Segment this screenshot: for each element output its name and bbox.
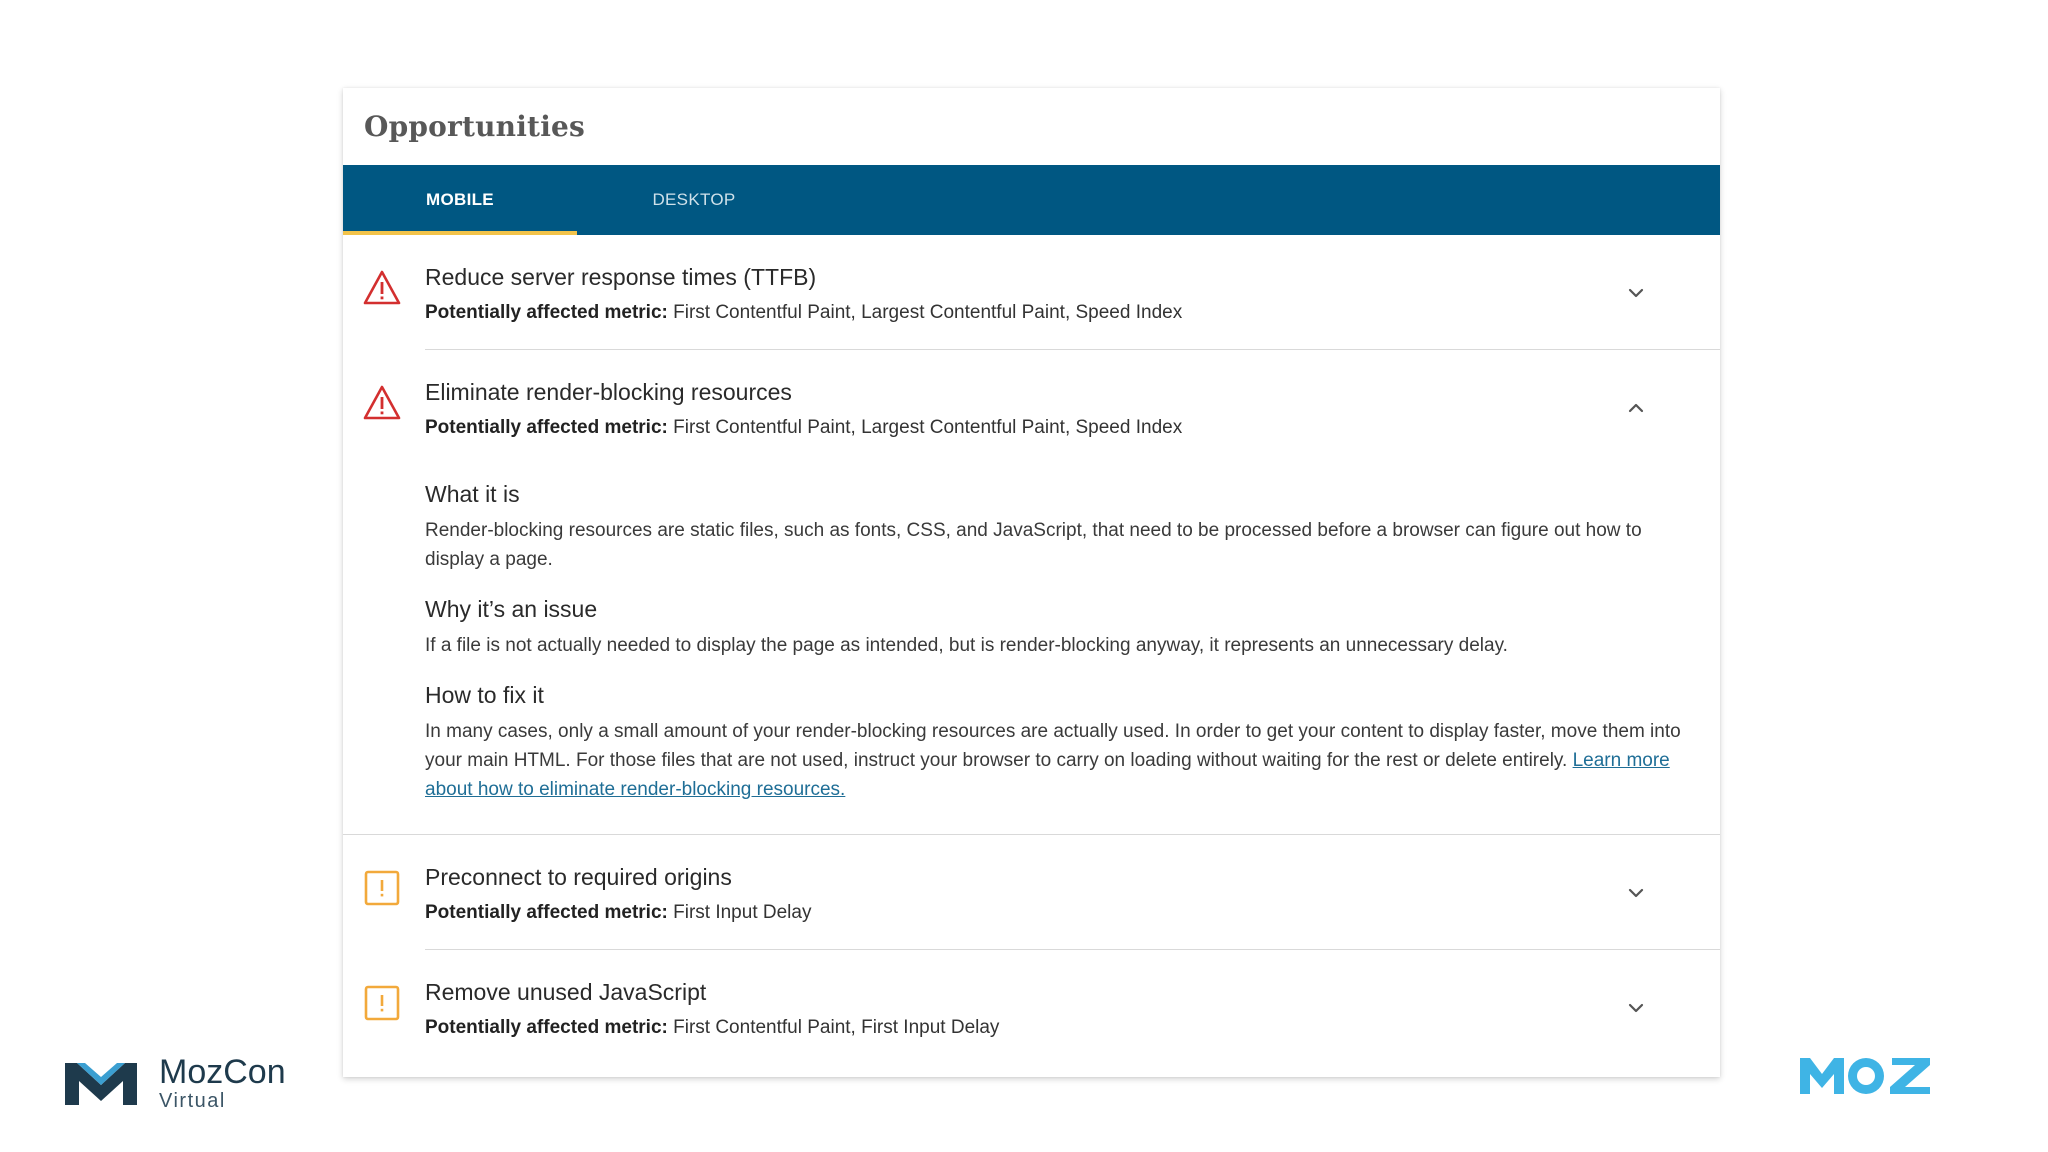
mozcon-name: MozCon [159, 1053, 286, 1091]
detail-how [425, 682, 1688, 804]
metric-label: Potentially affected metric: [425, 1017, 668, 1038]
chevron-up-icon[interactable] [1625, 398, 1647, 418]
mozcon-virtual-logo [63, 1055, 286, 1111]
opportunity-metric [425, 302, 1182, 324]
opportunity-title: Remove unused JavaScript [425, 979, 707, 1005]
detail-heading: Why it’s an issue [425, 596, 598, 622]
metric-label: Potentially affected metric: [425, 302, 668, 323]
opportunities-card [343, 88, 1720, 1077]
opportunity-metric [425, 1017, 999, 1039]
chevron-down-icon[interactable] [1625, 998, 1647, 1018]
learn-more-link[interactable]: Learn more about how to eliminate render-blocking resources. [425, 750, 1670, 800]
detail-text: If a file is not actually needed to display the page as intended, but is render-blocking anyway, it represents an unnecessary delay. [425, 635, 1508, 656]
metric-label: Potentially affected metric: [425, 902, 668, 923]
opportunity-row [343, 950, 1720, 1065]
chevron-down-icon[interactable] [1625, 283, 1647, 303]
opportunity-header-preconnect[interactable] [343, 835, 1720, 950]
card-title: Opportunities [364, 110, 586, 143]
chevron-down-icon[interactable] [1625, 883, 1647, 903]
detail-why [425, 596, 1688, 660]
moz-logo [1800, 1056, 1932, 1096]
detail-heading: How to fix it [425, 682, 544, 708]
metric-value: First Input Delay [673, 902, 812, 923]
metric-value: First Contentful Paint, Largest Contentful Paint, Speed Index [673, 417, 1183, 438]
mozcon-m-icon [63, 1059, 139, 1107]
detail-text: In many cases, only a small amount of your render-blocking resources are actually used. In order to get your content to display faster, move them into your main HTML. For those files that are not used, instruct your browser to carry on loading without waiting for the rest or delete entirely. [425, 721, 1681, 771]
detail-what [425, 481, 1688, 574]
warning-square-icon [363, 869, 401, 907]
opportunity-header-render-blocking[interactable] [343, 350, 1720, 465]
opportunity-metric [425, 902, 811, 924]
mozcon-sub: Virtual [159, 1090, 226, 1112]
error-triangle-icon [363, 384, 401, 422]
tab-desktop[interactable]: DESKTOP [652, 190, 736, 209]
opportunity-metric [425, 417, 1182, 439]
tab-bar [343, 165, 1720, 235]
metric-value: First Contentful Paint, Largest Contentful Paint, Speed Index [673, 302, 1183, 323]
opportunity-title: Preconnect to required origins [425, 864, 732, 890]
card-header [343, 88, 1720, 165]
opportunity-header-unused-js[interactable] [343, 950, 1720, 1065]
opportunity-header-ttfb[interactable] [343, 235, 1720, 350]
opportunity-row [343, 835, 1720, 950]
detail-text-with-link [425, 717, 1688, 804]
opportunity-row-expanded [343, 350, 1720, 835]
detail-text: Render-blocking resources are static files, such as fonts, CSS, and JavaScript, that need to be processed before a browser can figure out how to display a page. [425, 520, 1642, 570]
mozcon-wordmark [159, 1055, 286, 1111]
opportunity-details [343, 481, 1720, 834]
opportunity-title: Reduce server response times (TTFB) [425, 264, 817, 290]
detail-heading: What it is [425, 481, 520, 507]
error-triangle-icon [363, 269, 401, 307]
metric-value: First Contentful Paint, First Input Delay [673, 1017, 1000, 1038]
warning-square-icon [363, 984, 401, 1022]
metric-label: Potentially affected metric: [425, 417, 668, 438]
opportunity-title: Eliminate render-blocking resources [425, 379, 792, 405]
tab-mobile[interactable]: MOBILE [343, 165, 577, 235]
opportunity-row [343, 235, 1720, 350]
